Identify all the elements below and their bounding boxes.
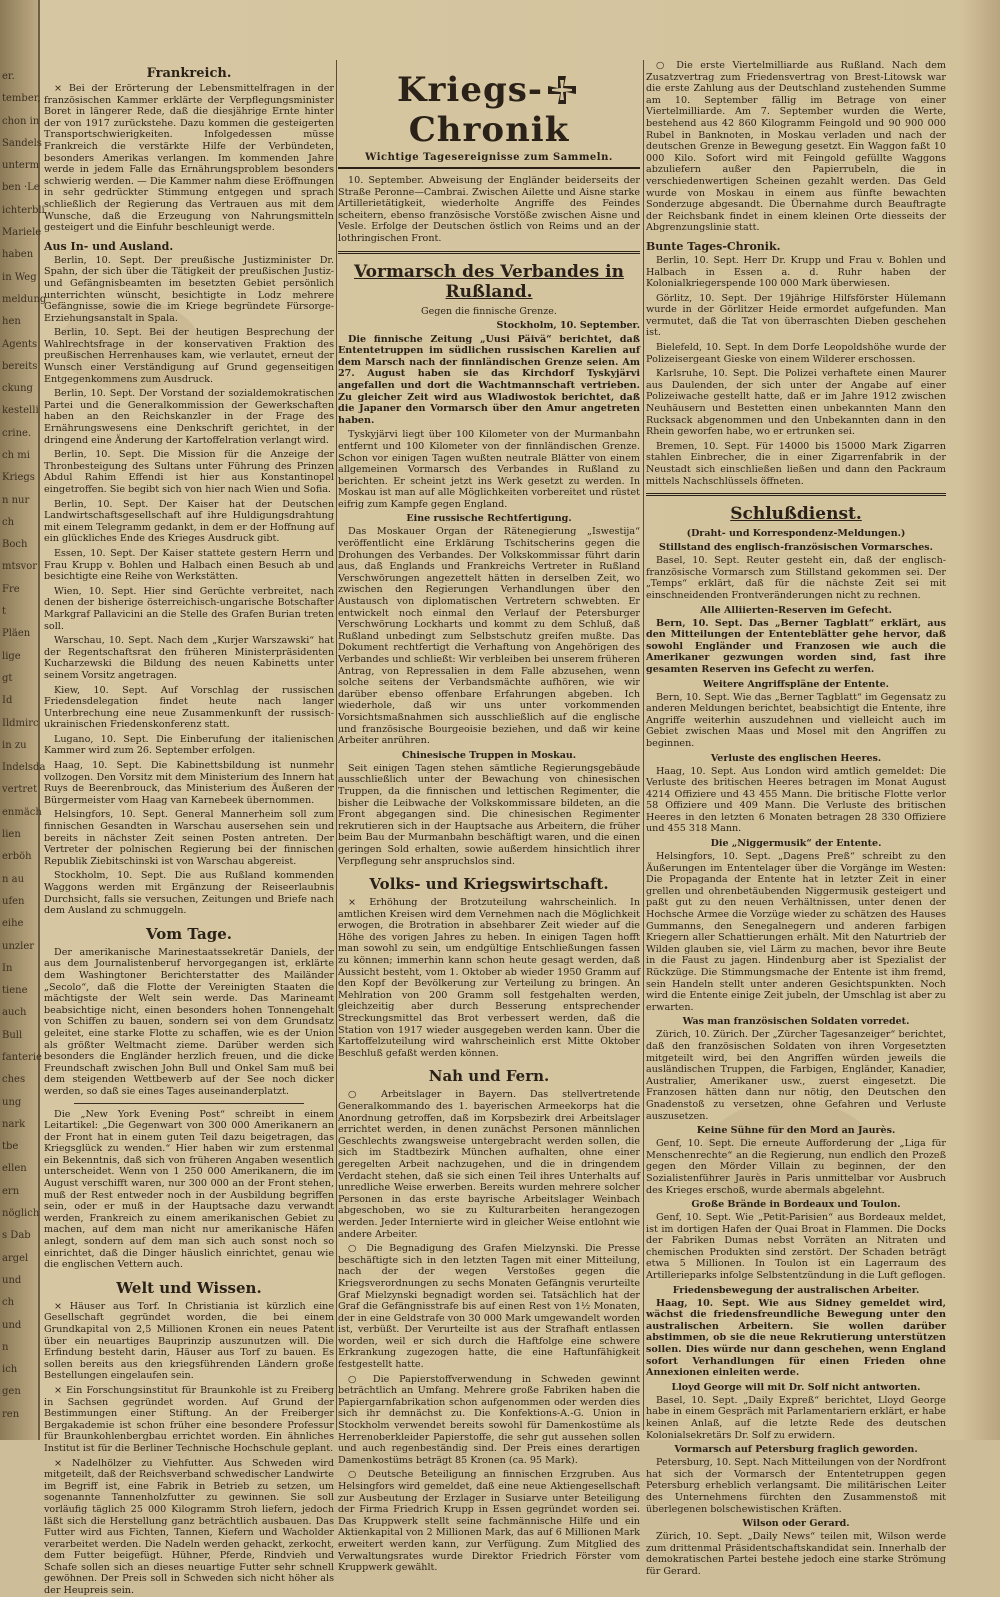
- article-iswestija: Das Moskauer Organ der Rätenegierung „Iswestija“ veröffentlicht eine Erklärung Tschitscherins gegen die Drohungen des Verbandes. Der Volkskommissar führt darin aus, daß Englands und Frankreichs Vertreter in Rußland Verschwörungen angezettelt hätten in derselben Zeit, wo zwischen den Regierungen Verhandlungen über den Austausch von diplomatischen Vertretern schwebten. Er entwickelt noch einmal den Verlauf der Petersburger Verschwörung Lockharts und kommt zu dem Schluß, daß Rußland unbedingt zum Selbstschutz greifen mußte. Das Dokument rechtfertigt die Verhaftung von Angehörigen des Verbandes und schließt: Wir verbleiben bei unserem früheren Antrag, von Repressalien in dem Falle abzusehen, wenn solche seitens der Verbandsmächte aufhören, wie wir darüber ebenso offenbare Erfahrungen abgeben. Ich wiederhole, daß wir uns unter vorkommenden Vorsichtsmaßnahmen sich ausschließlich auf die englische und französische Bourgeoisie beziehen, und daß wir keine Arbeiter anrühren.: [338, 526, 640, 747]
- heading-frankreich: Frankreich.: [146, 66, 232, 81]
- news-item: Haag, 10. Sept. Wie aus Sidney gemeldet wird, wächst die friedensfreundliche Bewegung unter den australischen Arbeitern. Sie wollen darüber abstimmen, ob sie die neue Rekrutierung unterstützen sollen. Dies würde nur dann geschehen, wenn England sofort Verhandlungen für einen Frieden ohne Annexionen einleiten werde.: [646, 1297, 946, 1379]
- binding-fragment: ch: [2, 1297, 15, 1309]
- heading-niggermusik: Die „Niggermusik“ der Entente.: [710, 838, 882, 850]
- article-braunkohle: × Ein Forschungsinstitut für Braunkohle ist zu Freiberg in Sachsen gegründet worden. Auf Grund der Bestimmungen einer Stiftung. An der Freiberger Bergakademie ist schon früher eine besondere Professur für Braunkohlenbergbau errichtet worden. Ein ähnliches Institut ist für die Berliner Technische Hochschule geplant.: [44, 1384, 334, 1454]
- binding-fragment: auch: [2, 1007, 27, 1019]
- heading-chinesische-truppen: Chinesische Truppen in Moskau.: [401, 749, 577, 761]
- masthead: [338, 70, 640, 169]
- subheading-finnische-grenze: Gegen die finnische Grenze.: [421, 305, 557, 317]
- article-torf: × Häuser aus Torf. In Christiania ist kürzlich eine Gesellschaft gegründet worden, die bei einem Grundkapital von 2,5 Millionen Kronen ein neues Patent über ein neuartiges Bauprinzip auszunutzen will. Die Erfindung besteht darin, Häuser aus Torf zu bauen. Es sollen bereits aus den kriegsführenden Ländern große Bestellungen eingelaufen sein.: [44, 1300, 334, 1382]
- binding-fragment: hen: [2, 316, 21, 328]
- heading-verluste: Verluste des englischen Heeres.: [710, 752, 882, 764]
- heading-angriffsplaene: Weitere Angriffspläne der Entente.: [703, 678, 889, 690]
- binding-fragment: Kriegs: [2, 472, 35, 484]
- masthead-subtitle: Wichtige Tagesereignisse zum Sammeln.: [365, 152, 613, 163]
- binding-fragment: ben ·Le: [2, 182, 40, 194]
- news-item: Warschau, 10. Sept. Nach dem „Kurjer Warszawski“ hat der Regentschaftsrat den früheren Ministerpräsidenten Kucharzewski die Bildung des neuen Kabinetts unter seinem Vorsitz angetragen.: [44, 635, 334, 681]
- binding-fragment: ches: [2, 1074, 26, 1086]
- separator: [646, 493, 946, 496]
- binding-fragment: Pläen: [2, 628, 31, 640]
- article-chinesische-truppen: Seit einigen Tagen stehen sämtliche Regierungsgebäude ausschließlich unter der Bewachung von chinesischen Truppen, da die finnischen und lettischen Regimenter, die bisher die Leibwache der Volkskommissare bildeten, an die Front abgegangen sind. Die chinesischen Regimenter rekrutieren sich in der Hauptsache aus Arbeitern, die früher beim Bau der Murmanbahn beschäftigt waren, und die einen geringen Sold erhalten, sowie außerdem hinsichtlich ihrer Verpflegung sehr anspruchslos sind.: [338, 762, 640, 867]
- binding-fragment: kestelli: [2, 405, 39, 417]
- heading-reserven: Alle Alliierten-Reserven im Gefecht.: [700, 604, 892, 616]
- heading-friedensbewegung: Friedensbewegung der australischen Arbeiter.: [672, 1284, 920, 1296]
- binding-fragment: fanterie: [2, 1051, 42, 1063]
- column-rule: [643, 60, 644, 1430]
- news-item: Berlin, 10. Sept. Der preußische Justizminister Dr. Spahn, der sich über die Tätigkeit der preußischen Justiz- und Gefängnisbeamten im besetzten Gebiet persönlich unterrichten wünscht, besichtigte in Lodz mehrere Gefängnisse, sowie die im Kriege begründete Fürsorge-Erziehungsanstalt in Spala.: [44, 254, 334, 324]
- article-arbeitslager: ○ Arbeitslager in Bayern. Das stellvertretende Generalkommando des 1. bayerischen Armeekorps hat die Anordnung getroffen, daß im Korpsbezirk drei Arbeitslager errichtet werden, in denen zunächst Personen männlichen Geschlechts zwangsweise untergebracht werden sollen, die sich im Stadtbezirk München aufhalten, ohne einer geregelten Arbeit nachzugehen, und die in dringendem Verdacht stehen, daß sie sich einen Teil ihres Unterhalts auf unredliche Weise erwerben. Bereits wurden mehrere solcher Personen in das erste bayrische Arbeitslager Weinbach abgeschoben, wo sie zu Kulturarbeiten herangezogen werden. Jeder Internierte wird in gleicher Weise entlohnt wie andere Arbeiter.: [338, 1089, 640, 1240]
- article-mielzynski: ○ Die Begnadigung des Grafen Mielzynski. Die Presse beschäftigte sich in den letzten Tagen mit einer Mitteilung, nach der der wegen Verstoßes gegen die Kriegsverordnungen zu sechs Monaten Gefängnis verurteilte Graf Mielzynski begnadigt worden sei. Tatsächlich hat der Graf die Gefängnisstrafe bis auf einen Rest von 1½ Monaten, der in eine Geldstrafe von 30 000 Mark umgewandelt worden ist, verbüßt. Der Verurteilte ist aus der Strafhaft entlassen worden, weil er sich durch die Haftfolge eine schwere Erkrankung zugezogen hatte, die eine Haftunfähigkeit festgestellt hatte.: [338, 1243, 640, 1371]
- article-frankreich: × Bei der Erörterung der Lebensmittelfragen in der französischen Kammer erklärte der Verpflegungsminister Boret in längerer Rede, daß die diesjährige Ernte hinter der von 1917 zurückstehe. Dazu kommen die gesteigerten Transportschwierigkeiten. Infolgedessen müsse Frankreich die verstärkte Hilfe der Verbündeten, besonders Amerikas verlangen. Im kommenden Jahre werde in jedem Falle das Ernährungsproblem besonders schwierig werden. — Die Kammer nahm diese Eröffnungen in sehr gedrückter Stimmung entgegen und sprach schließlich der Regierung das Vertrauen aus mit dem Wunsche, daß die Erzeugung von Nahrungsmitteln gesteigert und die Einfuhr beschleunigt werde.: [44, 83, 334, 234]
- binding-fragment: bereits: [2, 360, 38, 372]
- masthead-title-right: Chronik: [408, 110, 570, 150]
- heading-welt-und-wissen: Welt und Wissen.: [116, 1278, 262, 1297]
- article-erzgruben: ○ Deutsche Beteiligung an finnischen Erzgruben. Aus Helsingfors wird gemeldet, daß eine neue Aktiengesellschaft zur Ausbeutung der Erzlager in Susiarve unter Beteiligung der Firma Friedrich Krupp in Essen gegründet worden sei. Das Kruppwerk stellt seine fachmännische Hilfe und ein Aktienkapital von 2 Millionen Mark, das auf 6 Millionen Mark erweitert werden kann, zur Verfügung. Zum Mitglied des Verwaltungsrates wurde Direktor Friedrich Förster vom Kruppwerk gewählt.: [338, 1469, 640, 1574]
- news-item: Karlsruhe, 10. Sept. Die Polizei verhaftete einen Maurer aus Daulenden, der sich unter der Angabe auf einer Polizeiwache gestellt hatte, daß er im Jahre 1912 zwischen Neuhäusern und Bestetten einen unbekannten Mann den Rucksack abgenommen und den Unbekannten dann in den Rhein geworfen habe, wo er ertrunken sei.: [646, 368, 946, 438]
- masthead-title: [338, 70, 640, 150]
- binding-fragment: crine.: [2, 427, 32, 439]
- binding-fragment: meldung: [2, 293, 47, 305]
- heading-schlussdienst: Schlußdienst.: [730, 504, 862, 525]
- news-item: Zürich, 10. Sept. „Daily News“ teilen mit, Wilson werde zum drittenmal Präsidentschaftskandidat sein. Innerhalb der demokratischen Partei bestehe jedoch eine starke Strömung für Gerard.: [646, 1531, 946, 1577]
- binding-fragment: Ildmirc: [2, 717, 39, 729]
- news-item: Görlitz, 10. Sept. Der 19jährige Hilfsförster Hülemann wurde in der Görlitzer Heide ermordet aufgefunden. Man vermutet, daß die Tat von überraschten Dieben geschehen ist.: [646, 292, 946, 339]
- binding-fragment: haben: [2, 249, 34, 261]
- binding-fragment: Bull: [2, 1029, 23, 1041]
- binding-fragment: ichterbli: [2, 204, 45, 216]
- binding-fragment: s Dab: [2, 1230, 31, 1242]
- article-brotzuteilung: × Erhöhung der Brotzuteilung wahrscheinlich. In amtlichen Kreisen wird dem Vernehmen nach die Möglichkeit erwogen, die Brotration in absehbarer Zeit wieder auf die Höhe des vorigen Jahres zu heben. In einigen Tagen hofft man sowohl zu sein, um endgültige Entschließungen fassen zu können; immerhin kann schon heute gesagt werden, daß Aussicht besteht, vom 1. Oktober ab wieder 1950 Gramm auf den Kopf der Bevölkerung zur Verteilung zu bringen. An Mehlration von 200 Gramm soll festgehalten werden, gleichzeitig aber durch Besserung entsprechender Streckungsmittel das Brot verbessert werden, daß die Station von 1917 wieder ausgegeben werden kann. Über die Kartoffelzuteilung wird wahrscheinlich erst Mitte Oktober Beschluß gefaßt werden können.: [338, 897, 640, 1059]
- heading-in-und-ausland: Aus In- und Ausland.: [44, 239, 174, 253]
- news-item: Lugano, 10. Sept. Die Einberufung der italienischen Kammer wird zum 26. September erfolgen.: [44, 733, 334, 757]
- column-middle: [338, 60, 640, 1574]
- binding-fragment: ern: [2, 1185, 20, 1197]
- binding-fragment: erböh: [2, 851, 32, 863]
- article-evening-post: Die „New York Evening Post“ schreibt in einem Leitartikel: „Die Gegenwart von 300 000 Amerikanern an der Front hat in einem guten Teil dazu beigetragen, das Kriegsglück zu wenden.“ Hier haben wir zum erstenmal ein Bekenntnis, daß sich von früheren Angaben wesentlich unterscheidet. Wenn von 1 250 000 Amerikanern, die im August verschifft waren, nur 300 000 an der Front stehen, muß der Rest entweder noch in der Ausbildung begriffen sein, oder er muß in der Hauptsache dazu verwandt werden, Frankreich zu einem amerikanischen Gebiet zu machen, auf dem man nicht nur amerikanische Häfen anlegt, sondern auf dem man sich auch sonst noch so einrichtet, daß die Dinger häuslich einrichtet, genau wie die englischen Vettern auch.: [44, 1108, 334, 1271]
- column-right: [646, 60, 946, 1577]
- heading-bunte-tages-chronik: Bunte Tages-Chronik.: [646, 239, 781, 253]
- binding-fragment: nark: [2, 1118, 26, 1130]
- news-item: Bern, 10. Sept. Wie das „Berner Tagblatt“ im Gegensatz zu anderen Meldungen berichtet, beabsichtigt die Entente, ihre Angriffe weiterhin auszudehnen und vielleicht auch im Gebiet zwischen Maas und Mosel mit den Angriffen zu beginnen.: [646, 691, 946, 749]
- news-item: Bern, 10. Sept. Das „Berner Tagblatt“ erklärt, aus den Mitteilungen der Ententeblätter gehe hervor, daß sowohl Engländer und Franzosen wie auch die Amerikaner gezwungen worden sind, fast ihre gesamten Reserven ins Gefecht zu werfen.: [646, 617, 946, 675]
- heading-wilson: Wilson oder Gerard.: [742, 1518, 850, 1530]
- article-uusi-paiva: Die finnische Zeitung „Uusi Päivä“ berichtet, daß Ententetruppen im südlichen russischen Karelien auf dem Marsch nach der finnländischen Grenze seien. Am 27. August haben sie das Kirchdorf Tyskyjärvi angefallen und dort die Wachtmannschaft vertrieben. Zu gleicher Zeit wird aus Wladiwostok berichtet, daß die Japaner den Vormarsch über den Amur angetreten haben.: [338, 333, 640, 426]
- news-item: Basel, 10. Sept. „Daily Expreß“ berichtet, Lloyd George habe in einem Gespräch mit Parlamentariern erklärt, er habe keinen Anlaß, auf die letzte Rede des deutschen Kolonialsekretärs Dr. Solf zu erwidern.: [646, 1394, 946, 1441]
- news-item: Petersburg, 10. Sept. Nach Mitteilungen von der Nordfront hat sich der Vormarsch der Ententetruppen gegen Petersburg erheblich verlangsamt. Die militärischen Leiter des Unternehmens fürchten den Zusammenstoß mit überlegenen bolschewistischen Kräften.: [646, 1457, 946, 1515]
- heading-vormarsch: Vormarsch des Verbandes in Rußland.: [354, 261, 624, 302]
- masthead-title-left: Kriegs-: [396, 70, 544, 110]
- heading-lloyd-george: Lloyd George will mit Dr. Solf nicht antworten.: [671, 1381, 921, 1393]
- heading-stillstand: Stillstand des englisch-französischen Vormarsches.: [659, 542, 933, 554]
- binding-fragment: ufen: [2, 895, 25, 907]
- binding-fragment: ellen: [2, 1163, 27, 1175]
- news-item: Haag, 10. Sept. Aus London wird amtlich gemeldet: Die Verluste des britischen Heeres betragen im Monat August 4214 Offiziere und 43 455 Mann. Die britische Flotte verlor 58 Offiziere und 409 Mann. Die Verluste des britischen Heeres in den letzten 6 Monaten betragen 28 330 Offiziere und 455 318 Mann.: [646, 765, 946, 835]
- news-item: Helsingfors, 10. Sept. „Dagens Preß“ schreibt zu den Äußerungen im Ententelager über die Vorgänge im Westen: Die Propaganda der Entente hat in letzter Zeit in einer grellen und ohrenbetäubenden Niggermusik gesteigert und paßt gut zu den neuen Verhältnissen, unter denen der Hochsche Armee die Vorzüge wieder zu schätzen des Hauses Gummanns, den Senegalnegern und anderen farbigen Kriegern aller Schattierungen erhält. Mit den Naturtrieb der Wilden glauben sie, viel Lärm zu machen, bevor ihre Beute in die Faust zu jagen. Hindenburg aber ist Spezialist der Rückzüge. Die Stimmungsmache der Entente ist ihm fremd, sein Handeln stellt unter anderen Gesichtspunkten. Noch wird die Entente einige Zeit jubeln, der Umschlag ist aber zu erwarten.: [646, 851, 946, 1013]
- column-rule: [336, 60, 337, 1430]
- binding-fragment: n: [2, 1341, 9, 1353]
- binding-fragment: gt: [2, 672, 13, 684]
- binding-fragment: Fre: [2, 583, 20, 595]
- heading-jaures: Keine Sühne für den Mord an Jaurès.: [696, 1125, 896, 1137]
- heading-vom-tage: Vom Tage.: [145, 924, 233, 943]
- binding-fragment: ch: [2, 516, 15, 528]
- heading-volks-und-kriegswirtschaft: Volks- und Kriegswirtschaft.: [369, 875, 609, 894]
- subheading-meldungen: (Draht- und Korrespondenz-Meldungen.): [686, 528, 906, 540]
- binding-fragment: Boch: [2, 539, 28, 551]
- article-daniels: Der amerikanische Marinestaatssekretär Daniels, der aus dem Journalistenberuf hervorgegangen ist, erklärte dem Washingtoner Berichterstatter des Mailänder „Secolo“, daß die Flotte der Vereinigten Staaten die mächtigste der Welt sein werde. Das Marineamt beabsichtige nicht, einen besonders hohen Tonnengehalt von Schiffen zu bauen, sondern sei von dem Grundsatz geleitet, eine starke Flotte zu schaffen, wie es der Union als größter Weltmacht zieme. Darüber werden sich besonders die Engländer herzlich freuen, und die dicke Freundschaft zwischen John Bull und Onkel Sam muß bei dem steigenden Wettbewerb auf der See noch dicker werden, so daß sie eines Tages auseinanderplatzt.: [44, 946, 334, 1097]
- binding-fragment: In: [2, 962, 13, 974]
- chronik-entry: 10. September. Abweisung der Engländer beiderseits der Straße Peronne—Cambrai. Zwischen Ailette und Aisne starke Artillerietätigkeit, wiederholte Angriffe des Feindes scheitern, ebenso französische Vorstöße zwischen Aisne und Vesle. Erfolge der Deutschen östlich von Reims und an der lothringischen Front.: [338, 175, 640, 244]
- heading-braende: Große Brände in Bordeaux und Toulon.: [691, 1199, 901, 1211]
- news-item: Stockholm, 10. Sept. Die aus Rußland kommenden Waggons werden mit Ergänzung der Reiseerlaubnis Durchsicht, falls sie versuchen, Zeitungen und Briefe nach dem Ausland zu schmuggeln.: [44, 870, 334, 917]
- binding-fragment: in zu: [2, 739, 27, 751]
- binding-fragment: mtsvor: [2, 561, 38, 573]
- binding-fragment: nöglich: [2, 1208, 40, 1220]
- news-item: Berlin, 10. Sept. Herr Dr. Krupp und Frau v. Bohlen und Halbach in Essen a. d. Ruhr haben der Kolonialkriegerspende 100 000 Mark überwiesen.: [646, 254, 946, 290]
- binding-fragment: gen: [2, 1386, 21, 1398]
- news-item: Kiew, 10. Sept. Auf Vorschlag der russischen Friedensdelegation findet heute nach langer Unterbrechung eine neue Zusammenkunft der russisch-ukrainischen Friedenskonferenz statt.: [44, 684, 334, 731]
- binding-fragment: lien: [2, 829, 21, 841]
- binding-fragment: tember,: [2, 93, 41, 105]
- news-item: Berlin, 10. Sept. Der Kaiser hat der Deutschen Landwirtschaftsgesellschaft auf ihre Huldigungsdrahtung mit einem Telegramm gedankt, in dem er der Hoffnung auf ein glückliches Ende des Krieges Ausdruck gibt.: [44, 498, 334, 545]
- binding-fragment: und: [2, 1319, 22, 1331]
- dateline: Stockholm, 10. September.: [496, 319, 640, 331]
- binding-fragment: vertret: [2, 784, 38, 796]
- heading-nah-und-fern: Nah und Fern.: [428, 1067, 550, 1086]
- news-item: Haag, 10. Sept. Die Kabinettsbildung ist nunmehr vollzogen. Den Vorsitz mit dem Ministerium des Innern hat Ruys de Beerenbrouck, das Ministerium des Äußeren der Bürgermeister vom Haag van Karnebeek übernommen.: [44, 760, 334, 806]
- binding-fragment: ckung: [2, 383, 33, 395]
- binding-fragment: ung: [2, 1096, 22, 1108]
- news-item: Bremen, 10. Sept. Für 14000 bis 15000 Mark Zigarren stahlen Einbrecher, die in einer Zigarrenfabrik in der Neustadt sich einschließen ließen und dann den Packraum mittels Nachschlüssels öffneten.: [646, 440, 946, 487]
- news-item: Basel, 10. Sept. Reuter gesteht ein, daß der englisch-französische Vormarsch zum Stillstand gekommen sei. Der „Temps“ erklärt, daß für die nächste Zeit sei mit einschneidenden Frontveränderungen nicht zu rechnen.: [646, 555, 946, 601]
- article-viertelmilliarde: ○ Die erste Viertelmilliarde aus Rußland. Nach dem Zusatzvertrag zum Friedensvertrag von Brest-Litowsk war die erste Zahlung aus der Deutschland zustehenden Summe am 10. September fällig im Betrage von einer Viertelmilliarde. Am 7. September wurden die Werte, bestehend aus 42 860 Kilogramm Feingold und 90 900 000 Rubel in Banknoten, in Moskau verladen und nach der deutschen Grenze in Bewegung gesetzt. Ein Waggon faßt 10 000 Kilo. Sofort wird mit Feingold gefüllte Waggons abzuliefern außer den Papierrubeln, die in verschiedenwertigen Scheinen gezahlt werden. Das Geld wurde von Moskau in einem aus fünfte bewachten Sonderzuge abgesandt. Die Übernahme durch Beauftragte der Reichsbank findet in einem kleinen Orte diesseits der Abgrenzungslinie statt.: [646, 60, 946, 234]
- heading-petersburg: Vormarsch auf Petersburg fraglich geworden.: [674, 1444, 918, 1456]
- binding-fragment: n nur: [2, 494, 30, 506]
- news-item: Bielefeld, 10. Sept. In dem Dorfe Leopoldshöhe wurde der Polizeisergeant Gieske von einem Wilderer erschossen.: [646, 342, 946, 365]
- binding-fragment: unzler: [2, 940, 35, 952]
- article-tyskyjaervi: Tyskyjärvi liegt über 100 Kilometer von der Murmanbahn entfernt und 100 Kilometer von der finnländischen Grenze. Schon vor einigen Tagen wußten neutrale Blätter von einem allgemeinen Vormarsch des Verbandes in Rußland zu berichten. Er scheint jetzt ins Werk gesetzt zu werden. In Moskau ist man auf alle Möglichkeiten vorbereitet und rüstet eifrig zum Kampfe gegen England.: [338, 429, 640, 510]
- binding-fragment: Mariele: [2, 227, 42, 239]
- binding-fragment: Agents: [2, 338, 38, 350]
- binding-fragment: chon in: [2, 115, 40, 127]
- column-left: [44, 60, 334, 1597]
- separator: [338, 251, 640, 254]
- binding-fragment: enmäch: [2, 806, 42, 818]
- binding-fragment: n au: [2, 873, 25, 885]
- news-item: Essen, 10. Sept. Der Kaiser stattete gestern Herrn und Frau Krupp v. Bohlen und Halbach einen Besuch ab und besichtigte eine Reihe von Werkstätten.: [44, 547, 334, 583]
- news-item: Helsingfors, 10. Sept. General Mannerheim soll zum finnischen Gesandten in Warschau ausersehen sein und bereits in nächster Zeit seinen Posten antreten. Der Vertreter der polnischen Regierung bei der finnischen Republik Ziebitschinski ist von Warschau abgereist.: [44, 809, 334, 867]
- news-item: Berlin, 10. Sept. Der Vorstand der sozialdemokratischen Partei und die Generalkommission der Gewerkschaften haben an den Reichskanzler in der Frage des Ernährungswesens eine Denkschrift gerichtet, in der dringend eine Änderung der Kartoffelration verlangt wird.: [44, 388, 334, 446]
- binding-fragment: Id: [2, 695, 13, 707]
- binding-fragment: und: [2, 1274, 22, 1286]
- heading-rechtfertigung: Eine russische Rechtfertigung.: [406, 513, 572, 525]
- news-item: Genf, 10. Sept. Wie „Petit-Parisien“ aus Bordeaux meldet, ist im dortigen Hafen der Quai Broat in Flammen. Die Docks der Fabriken Dumas nebst Vorräten an Nitraten und chemischen Produkten sind zerstört. Der Schaden beträgt etwa 5 Millionen. In Toulon ist ein Lagerraum des Artillerieparks infolge Selbstentzündung in die Luft geflogen.: [646, 1212, 946, 1282]
- binding-fragment: Indelsda: [2, 762, 46, 774]
- binding-fragment: tbe: [2, 1141, 19, 1153]
- binding-fragment: ren: [2, 1408, 20, 1420]
- binding-fragment: argel: [2, 1252, 29, 1264]
- binding-margin: [0, 0, 47, 1440]
- news-item: Wien, 10. Sept. Hier sind Gerüchte verbreitet, nach denen der bisherige österreichisch-ungarische Botschafter Markgraf Pallavicini an die Stelle des Grafen Burian treten soll.: [44, 585, 334, 632]
- news-item: Genf, 10. Sept. Die erneute Aufforderung der „Liga für Menschenrechte“ an die Regierung, nun endlich den Prozeß gegen den Mörder Villain zu beginnen, der den Sozialistenführer Jaurès in Paris unmittelbar vor Ausbruch des Krieges erschoß, wurde abermals abgelehnt.: [646, 1138, 946, 1196]
- separator: [74, 1103, 304, 1104]
- news-item: Berlin, 10. Sept. Bei der heutigen Besprechung der Wahlrechtsfrage in der konservativen Fraktion des preußischen Herrenhauses kam, wie verlautet, erneut der Wunsch einer Verständigung auf Grund gegenseitigen Entgegenkommens zum Ausdruck.: [44, 327, 334, 385]
- binding-fragment: ch mi: [2, 450, 30, 462]
- binding-fragment: lige: [2, 650, 21, 662]
- binding-fragment: er.: [2, 71, 15, 82]
- binding-fragment: unterm: [2, 160, 40, 172]
- binding-fragment: ich: [2, 1364, 18, 1376]
- binding-fragment: tiene: [2, 985, 28, 997]
- binding-fragment: Sandels: [2, 137, 42, 149]
- heading-franzoesische-soldaten: Was man französischen Soldaten vorredet.: [682, 1016, 910, 1028]
- binding-fragment: t: [2, 606, 7, 618]
- news-item: Berlin, 10. Sept. Die Mission für die Anzeige der Thronbesteigung des Sultans unter Führung des Prinzen Abdul Rahim Effendi ist hier aus Konstantinopel eingetroffen. Sie begibt sich von hier nach Wien und Sofia.: [44, 449, 334, 495]
- article-papierstoff: ○ Die Papierstoffverwendung in Schweden gewinnt beträchtlich an Umfang. Mehrere große Fabriken haben die Papiergarnfabrikation schon aufgenommen oder werden dies sich ihr demnächst zu. Die Konfektions-A.-G. Union in Stockholm verwendet bereits sowohl für Damenkostüme als Herrenoberkleider Papierstoffe, die sehr gut aussehen sollen und auch regenbeständig sind. Der Preis eines derartigen Damenkostüms beträgt 85 Kronen (ca. 95 Mark).: [338, 1373, 640, 1466]
- iron-cross-icon: [547, 75, 577, 105]
- news-item: Zürich, 10. Zürich. Der „Zürcher Tagesanzeiger“ berichtet, daß den französischen Soldaten von ihren Vorgesetzten mitgeteilt wird, bei den Angriffen würden jeweils die ausländischen Truppen, die Farbigen, Engländer, Kanadier, Australier, Amerikaner usw., zuerst eingesetzt. Die Franzosen hätten dann nur nötig, den Deutschen den Gnadenstoß zu versetzen, ohne Gefahren und Verluste auszusetzen.: [646, 1029, 946, 1122]
- binding-fragment: in Weg: [2, 271, 37, 283]
- article-nadelhoelzer: × Nadelhölzer zu Viehfutter. Aus Schweden wird mitgeteilt, daß der Reichsverband schwedischer Landwirte im Begriff ist, eine Fabrik in Betrieb zu setzen, um sogenannte Tannenholzfutter zu gewinnen. Sie soll vorläufig täglich 25 000 Kilogramm Stroh liefern, jedoch läßt sich die Herstellung ganz beträchtlich ausbauen. Das Futter wird aus Fichten, Tannen, Kiefern und Wacholder verarbeitet werden. Die Nadeln werden gehackt, zerkocht, dem Futter beigefügt. Hühner, Pferde, Rindvieh und Schafe sollen sich an dieses neuartige Futter sehr schnell gewöhnen. Der Preis soll in Schweden sich nicht höher als der Heupreis sein.: [44, 1457, 334, 1597]
- binding-fragment: eihe: [2, 918, 24, 930]
